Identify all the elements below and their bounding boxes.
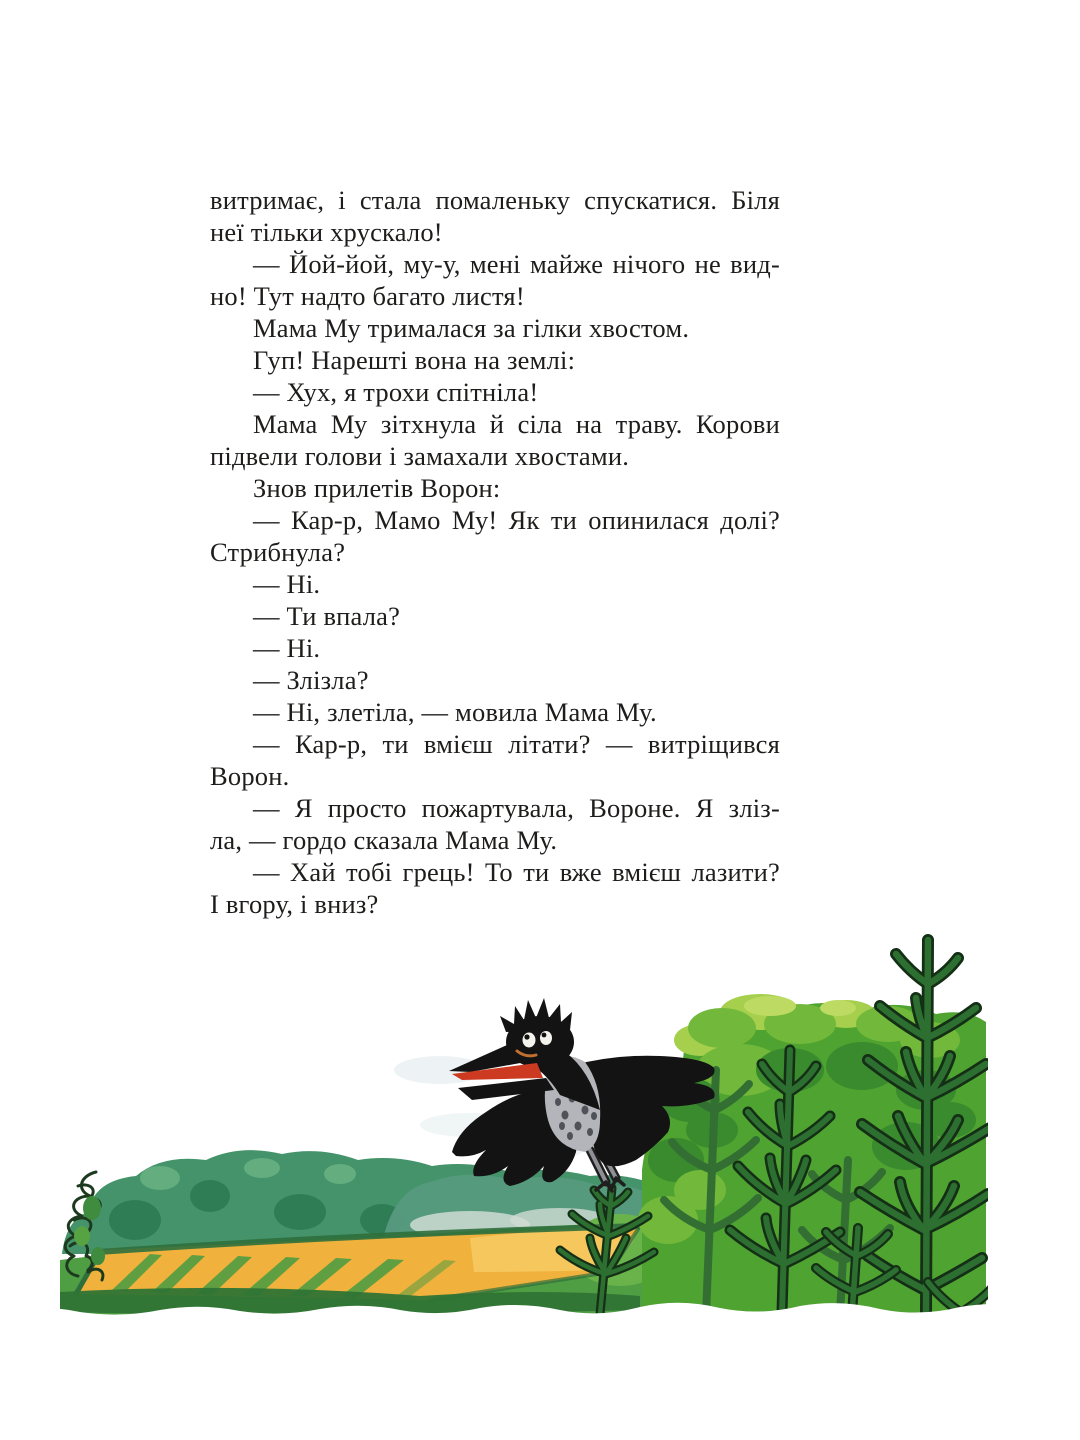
story-line: — Кар-р, Мамо Му! Як ти опинилася долі? [253,505,780,535]
story-line: неї тільки хрускало! [210,217,443,247]
story-line: Стрибнула? [210,537,346,567]
story-line: — Я просто пожартувала, Вороне. Я зліз- [253,793,780,823]
story-line: — Ти впала? [253,601,401,631]
story-line: но! Тут надто багато листя! [210,281,525,311]
story-line: — Хух, я трохи спітніла! [253,377,539,407]
story-line: І вгору, і вниз? [210,889,379,919]
right-margin [988,920,1080,1320]
story-line: витримає, і стала помаленьку спускатися. Біля [210,185,780,215]
story-line: ла, — гордо сказала Мама Му. [210,825,558,855]
story-text [210,184,780,920]
story-line: Мама Му зітхнула й сіла на траву. Корови [253,409,780,439]
story-line: Гуп! Нарешті вона на землі: [253,345,576,375]
story-line: — Ні. [253,633,321,663]
story-line: підвели голови і замахали хвостами. [210,441,630,471]
story-line: — Ні. [253,569,321,599]
story-line: Мама Му трималася за гілки хвостом. [253,313,690,343]
crow-eye-right [540,1031,552,1045]
crow-eye-left [523,1033,536,1048]
story-line: — Ні, злетіла, — мовила Мама Му. [253,697,657,727]
story-line: Ворон. [210,761,290,791]
story-line: — Йой-йой, му-у, мені майже нічого не вид- [253,249,780,279]
story-line: — Хай тобі грець! То ти вже вмієш лазити? [253,857,780,887]
story-line: — Злізла? [253,665,369,695]
illustration-crow-landscape [0,920,1080,1320]
story-line: Знов прилетів Ворон: [253,473,501,503]
story-line: — Кар-р, ти вмієш літати? — витріщився [253,729,780,759]
left-margin [0,920,58,1320]
